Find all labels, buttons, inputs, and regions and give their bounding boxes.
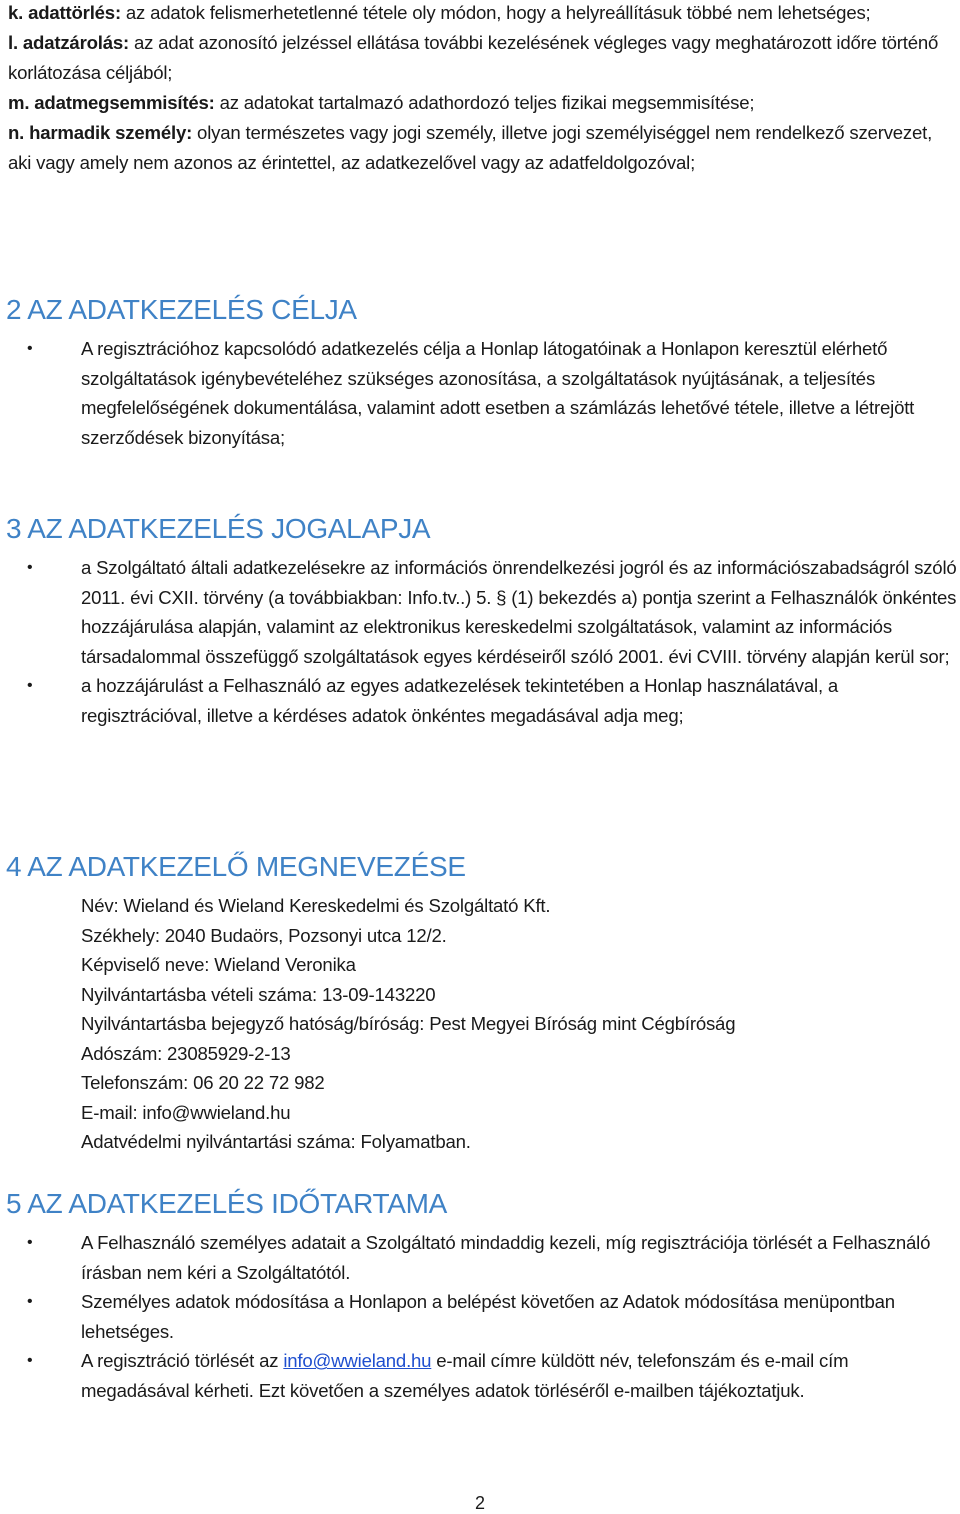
section-2-list [0,334,959,452]
definition-term: k. adattörlés: [8,2,121,23]
section-5-list [0,1228,959,1406]
definition-term: l. adatzárolás: [8,32,130,53]
definition-n [8,118,954,178]
section-2 [0,293,357,327]
bullet-icon: • [27,677,33,695]
list-item: • Személyes adatok módosítása a Honlapon a belépést követően az Adatok módosítása menüpontban lehetséges. [81,1287,959,1346]
section-3-heading: 3 AZ ADATKEZELÉS JOGALAPJA [6,513,431,544]
section-3 [0,512,430,546]
section-4 [0,850,466,884]
controller-name: Név: Wieland és Wieland Kereskedelmi és Szolgáltató Kft. [81,895,551,916]
controller-representative: Képviselő neve: Wieland Veronika [81,954,356,975]
list-item: • A Felhasználó személyes adatait a Szolgáltató mindaddig kezeli, míg regisztrációja törlését a Felhasználó írásban nem kéri a Szolgáltatótól. [81,1228,959,1287]
definition-k [8,0,954,28]
email-link[interactable]: info@wwieland.hu [283,1350,432,1372]
section-5 [0,1187,447,1221]
controller-details [81,891,735,1157]
bullet-icon: • [27,1293,33,1311]
list-item: • A regisztráció törlését az info@wwieland.hu e-mail címre küldött név, telefonszám és e-mail cím megadásával kérheti. Ezt követően a személyes adatok törléséről e-mailben tájékoztatjuk. [81,1346,959,1405]
definitions-block [0,0,954,178]
definition-text: olyan természetes vagy jogi személy, illetve jogi személyiséggel nem rendelkező szervezet, aki vagy amely nem azonos az érintettel, az adatkezelővel vagy az adatfeldolgozóval; [8,122,933,173]
bullet-icon: • [27,1234,33,1251]
controller-seat: Székhely: 2040 Budaörs, Pozsonyi utca 12/2. [81,924,447,946]
page-number: 2 [474,1493,485,1513]
bullet-icon: • [27,340,33,357]
controller-tax-number: Adószám: 23085929-2-13 [81,1042,291,1064]
section-2-heading: 2 AZ ADATKEZELÉS CÉLJA [6,294,357,325]
controller-registration-number: Nyilvántartásba vételi száma: 13-09-143220 [81,983,436,1005]
bullet-icon: • [27,559,33,576]
bullet-icon: • [27,1352,33,1370]
definition-text: az adat azonosító jelzéssel ellátása további kezelésének végleges vagy meghatározott időre történő korlátozása céljából; [8,32,939,83]
section-3-list [0,553,959,731]
definition-l [8,28,954,88]
list-item: • a hozzájárulást a Felhasználó az egyes adatkezelések tekintetében a Honlap használatával, a regisztrációval, illetve a kérdéses adatok önkéntes megadásával adja meg; [81,671,959,730]
definition-m [8,88,954,118]
definition-text: az adatokat tartalmazó adathordozó teljes fizikai megsemmisítése; [214,92,755,113]
definition-term: n. harmadik személy: [8,122,193,143]
controller-data-protection-number: Adatvédelmi nyilvántartási száma: Folyamatban. [81,1131,471,1152]
section-5-heading: 5 AZ ADATKEZELÉS IDŐTARTAMA [6,1188,448,1219]
controller-phone: Telefonszám: 06 20 22 72 982 [81,1072,325,1093]
definition-term: m. adatmegsemmisítés: [8,92,215,113]
section-4-heading: 4 AZ ADATKEZELŐ MEGNEVEZÉSE [6,851,466,882]
definition-text: az adatok felismerhetetlenné tétele oly módon, hogy a helyreállításuk többé nem lehetséges; [120,2,871,23]
list-item: • A regisztrációhoz kapcsolódó adatkezelés célja a Honlap látogatóinak a Honlapon keresztül elérhető szolgáltatások igénybevételéhez szükséges azonosítása, a szolgáltatások nyújtásának, a teljesítés megfelelőségének dokumentálása, valamint adott esetben a számlázás lehetővé tétele, illetve a létrejött szerződések bizonyítása; [81,334,959,452]
controller-registration-court: Nyilvántartásba bejegyző hatóság/bíróság: Pest Megyei Bíróság mint Cégbíróság [81,1013,736,1034]
controller-email: E-mail: info@wwieland.hu [81,1101,291,1123]
list-item: • a Szolgáltató általi adatkezelésekre az információs önrendelkezési jogról és az információszabadságról szóló 2011. évi CXII. törvény (a továbbiakban: Info.tv..) 5. § (1) bekezdés a) pontja szerint a Felhasználók önkéntes hozzájárulása alapján, valamint az elektronikus kereskedelmi szolgáltatások, valamint az információs társadalommal összefüggő szolgáltatások egyes kérdéseiről szóló 2001. évi CVIII. törvény alapján kerül sor; [81,553,959,671]
